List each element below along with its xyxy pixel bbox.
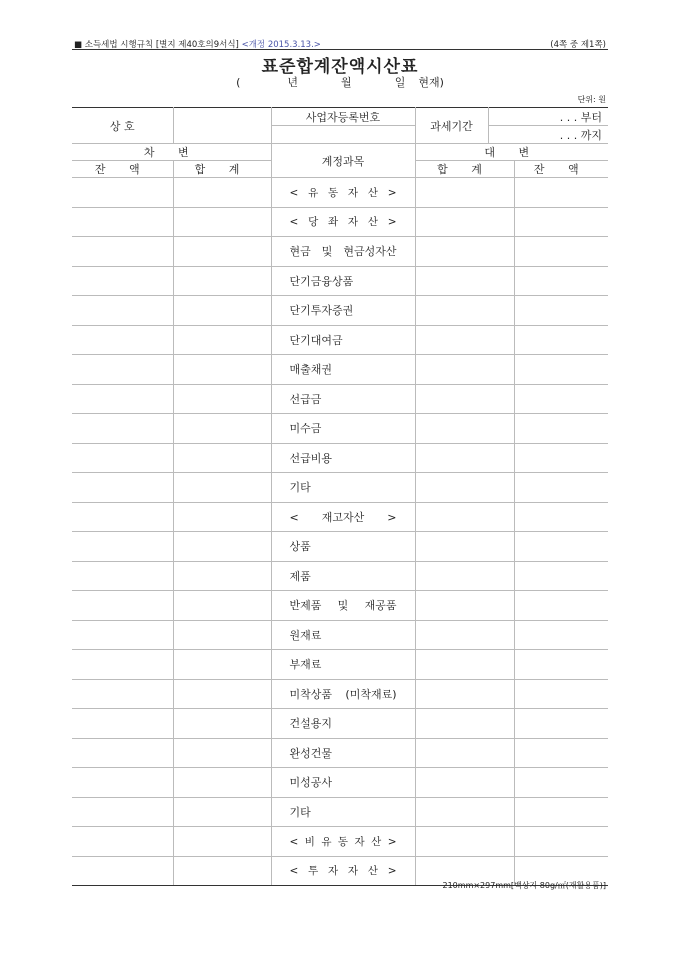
account-name: 단기투자증권	[271, 296, 415, 326]
credit-total-cell[interactable]	[415, 178, 514, 208]
account-name: 기타	[271, 797, 415, 827]
account-name: 선급비용	[271, 443, 415, 473]
account-row	[72, 414, 608, 444]
credit-total-cell[interactable]	[415, 502, 514, 532]
credit-total-cell[interactable]	[415, 797, 514, 827]
debit-balance-cell[interactable]	[72, 266, 173, 296]
debit-balance-cell[interactable]	[72, 178, 173, 208]
credit-balance-cell[interactable]	[514, 443, 608, 473]
credit-balance-cell[interactable]	[514, 738, 608, 768]
now-label: 현재)	[418, 76, 444, 89]
account-name: 건설용지	[271, 709, 415, 739]
credit-header: 대 변	[415, 144, 608, 161]
account-row	[72, 502, 608, 532]
debit-balance-cell[interactable]	[72, 414, 173, 444]
account-name: 매출채권	[271, 355, 415, 385]
month-label: 월	[341, 76, 352, 89]
debit-total-cell[interactable]	[173, 827, 271, 857]
account-name: < 투 자 자 산 >	[271, 856, 415, 886]
account-name: 단기대여금	[271, 325, 415, 355]
debit-balance-cell[interactable]	[72, 532, 173, 562]
account-row	[72, 738, 608, 768]
credit-total-cell[interactable]	[415, 325, 514, 355]
credit-total-header: 합 계	[415, 161, 514, 178]
account-row	[72, 620, 608, 650]
day-label: 일	[394, 76, 406, 89]
debit-balance-cell[interactable]	[72, 738, 173, 768]
revision-note: <개정 2015.3.13.>	[241, 40, 321, 50]
account-row	[72, 178, 608, 208]
debit-balance-cell[interactable]	[72, 827, 173, 857]
debit-total-cell[interactable]	[173, 620, 271, 650]
debit-total-cell[interactable]	[173, 532, 271, 562]
debit-total-cell[interactable]	[173, 384, 271, 414]
unit-label: 단위: 원	[577, 95, 606, 104]
credit-total-cell[interactable]	[415, 591, 514, 621]
credit-balance-cell[interactable]	[514, 473, 608, 503]
account-row	[72, 207, 608, 237]
account-row	[72, 325, 608, 355]
as-of-date	[0, 74, 680, 90]
debit-balance-cell[interactable]	[72, 207, 173, 237]
credit-balance-header: 잔 액	[514, 161, 608, 178]
credit-total-cell[interactable]	[415, 620, 514, 650]
account-row	[72, 591, 608, 621]
debit-total-cell[interactable]	[173, 296, 271, 326]
debit-total-cell[interactable]	[173, 207, 271, 237]
debit-total-cell[interactable]	[173, 591, 271, 621]
account-row	[72, 473, 608, 503]
debit-total-cell[interactable]	[173, 679, 271, 709]
debit-total-cell[interactable]	[173, 266, 271, 296]
debit-total-cell[interactable]	[173, 473, 271, 503]
account-row	[72, 237, 608, 267]
debit-total-cell[interactable]	[173, 355, 271, 385]
company-label: 상 호	[72, 108, 173, 144]
credit-balance-cell[interactable]	[514, 797, 608, 827]
account-row	[72, 296, 608, 326]
credit-total-cell[interactable]	[415, 827, 514, 857]
form-ref-text: ■ 소득세법 시행규칙 [별지 제40호의9서식]	[74, 40, 239, 50]
debit-total-cell[interactable]	[173, 709, 271, 739]
credit-total-cell[interactable]	[415, 355, 514, 385]
account-row	[72, 266, 608, 296]
credit-total-cell[interactable]	[415, 561, 514, 591]
credit-balance-cell[interactable]	[514, 178, 608, 208]
account-row	[72, 827, 608, 857]
debit-balance-cell[interactable]	[72, 296, 173, 326]
debit-balance-cell[interactable]	[72, 561, 173, 591]
credit-balance-cell[interactable]	[514, 709, 608, 739]
account-row	[72, 768, 608, 798]
account-name: 미성공사	[271, 768, 415, 798]
debit-balance-cell[interactable]	[72, 355, 173, 385]
debit-balance-cell[interactable]	[72, 325, 173, 355]
debit-balance-cell[interactable]	[72, 591, 173, 621]
account-row	[72, 709, 608, 739]
year-label: 년	[287, 76, 299, 89]
debit-balance-cell[interactable]	[72, 384, 173, 414]
account-header: 계정과목	[271, 144, 415, 178]
credit-total-cell[interactable]	[415, 414, 514, 444]
credit-balance-cell[interactable]	[514, 502, 608, 532]
paren-open: (	[236, 76, 241, 89]
debit-balance-cell[interactable]	[72, 679, 173, 709]
debit-balance-cell[interactable]	[72, 709, 173, 739]
debit-total-cell[interactable]	[173, 561, 271, 591]
credit-balance-cell[interactable]	[514, 414, 608, 444]
period-from[interactable]: . . . 부터	[488, 108, 608, 126]
debit-balance-cell[interactable]	[72, 856, 173, 886]
debit-total-cell[interactable]	[173, 738, 271, 768]
account-name: < 당 좌 자 산 >	[271, 207, 415, 237]
debit-total-cell[interactable]	[173, 797, 271, 827]
credit-total-cell[interactable]	[415, 237, 514, 267]
credit-balance-cell[interactable]	[514, 532, 608, 562]
credit-total-cell[interactable]	[415, 443, 514, 473]
account-name: 제품	[271, 561, 415, 591]
period-to[interactable]: . . . 까지	[488, 126, 608, 144]
credit-balance-cell[interactable]	[514, 620, 608, 650]
account-row	[72, 561, 608, 591]
period-label: 과세기간	[415, 108, 488, 144]
account-name: 선급금	[271, 384, 415, 414]
document-title: 표준합계잔액시산표	[261, 57, 419, 77]
debit-balance-cell[interactable]	[72, 237, 173, 267]
debit-total-cell[interactable]	[173, 325, 271, 355]
paper-spec: 210mm×297mm[백상지 80g/㎡(재활용품)]	[442, 881, 606, 890]
debit-total-header: 합 계	[173, 161, 271, 178]
account-name: < 유 동 자 산 >	[271, 178, 415, 208]
account-name: 원재료	[271, 620, 415, 650]
credit-total-cell[interactable]	[415, 532, 514, 562]
credit-total-cell[interactable]	[415, 709, 514, 739]
bizno-field[interactable]	[271, 126, 415, 144]
debit-balance-header: 잔 액	[72, 161, 173, 178]
account-name: 미착상품 (미착재료)	[271, 679, 415, 709]
credit-total-cell[interactable]	[415, 266, 514, 296]
account-row	[72, 650, 608, 680]
account-row	[72, 443, 608, 473]
credit-balance-cell[interactable]	[514, 325, 608, 355]
credit-balance-cell[interactable]	[514, 650, 608, 680]
credit-total-cell[interactable]	[415, 650, 514, 680]
credit-balance-cell[interactable]	[514, 296, 608, 326]
debit-total-cell[interactable]	[173, 856, 271, 886]
debit-balance-cell[interactable]	[72, 768, 173, 798]
account-row	[72, 532, 608, 562]
debit-total-cell[interactable]	[173, 443, 271, 473]
account-row	[72, 797, 608, 827]
debit-balance-cell[interactable]	[72, 502, 173, 532]
credit-balance-cell[interactable]	[514, 384, 608, 414]
credit-balance-cell[interactable]	[514, 679, 608, 709]
credit-balance-cell[interactable]	[514, 768, 608, 798]
header-rule	[72, 49, 608, 50]
account-row	[72, 384, 608, 414]
debit-balance-cell[interactable]	[72, 797, 173, 827]
debit-total-cell[interactable]	[173, 650, 271, 680]
credit-total-cell[interactable]	[415, 207, 514, 237]
debit-total-cell[interactable]	[173, 178, 271, 208]
debit-header: 차 변	[72, 144, 271, 161]
account-name: 반제품 및 재공품	[271, 591, 415, 621]
account-name: 완성건물	[271, 738, 415, 768]
debit-balance-cell[interactable]	[72, 473, 173, 503]
account-name: < 재고자산 >	[271, 502, 415, 532]
trial-balance-table	[72, 107, 608, 886]
account-name: < 비 유 동 자 산 >	[271, 827, 415, 857]
account-name: 기타	[271, 473, 415, 503]
credit-balance-cell[interactable]	[514, 355, 608, 385]
credit-total-cell[interactable]	[415, 768, 514, 798]
credit-balance-cell[interactable]	[514, 561, 608, 591]
credit-total-cell[interactable]	[415, 738, 514, 768]
credit-balance-cell[interactable]	[514, 591, 608, 621]
page-indicator: (4쪽 중 제1쪽)	[550, 40, 606, 50]
account-name: 미수금	[271, 414, 415, 444]
account-row	[72, 679, 608, 709]
debit-balance-cell[interactable]	[72, 620, 173, 650]
account-name: 부재료	[271, 650, 415, 680]
credit-balance-cell[interactable]	[514, 207, 608, 237]
credit-total-cell[interactable]	[415, 473, 514, 503]
credit-balance-cell[interactable]	[514, 266, 608, 296]
credit-balance-cell[interactable]	[514, 827, 608, 857]
debit-balance-cell[interactable]	[72, 443, 173, 473]
account-row	[72, 355, 608, 385]
account-name: 현금 및 현금성자산	[271, 237, 415, 267]
credit-balance-cell[interactable]	[514, 237, 608, 267]
account-name: 상품	[271, 532, 415, 562]
credit-total-cell[interactable]	[415, 296, 514, 326]
debit-total-cell[interactable]	[173, 237, 271, 267]
company-field[interactable]	[173, 108, 271, 144]
bizno-label: 사업자등록번호	[271, 108, 415, 126]
debit-balance-cell[interactable]	[72, 650, 173, 680]
debit-total-cell[interactable]	[173, 502, 271, 532]
debit-total-cell[interactable]	[173, 768, 271, 798]
debit-total-cell[interactable]	[173, 414, 271, 444]
account-name: 단기금융상품	[271, 266, 415, 296]
credit-total-cell[interactable]	[415, 679, 514, 709]
credit-total-cell[interactable]	[415, 384, 514, 414]
